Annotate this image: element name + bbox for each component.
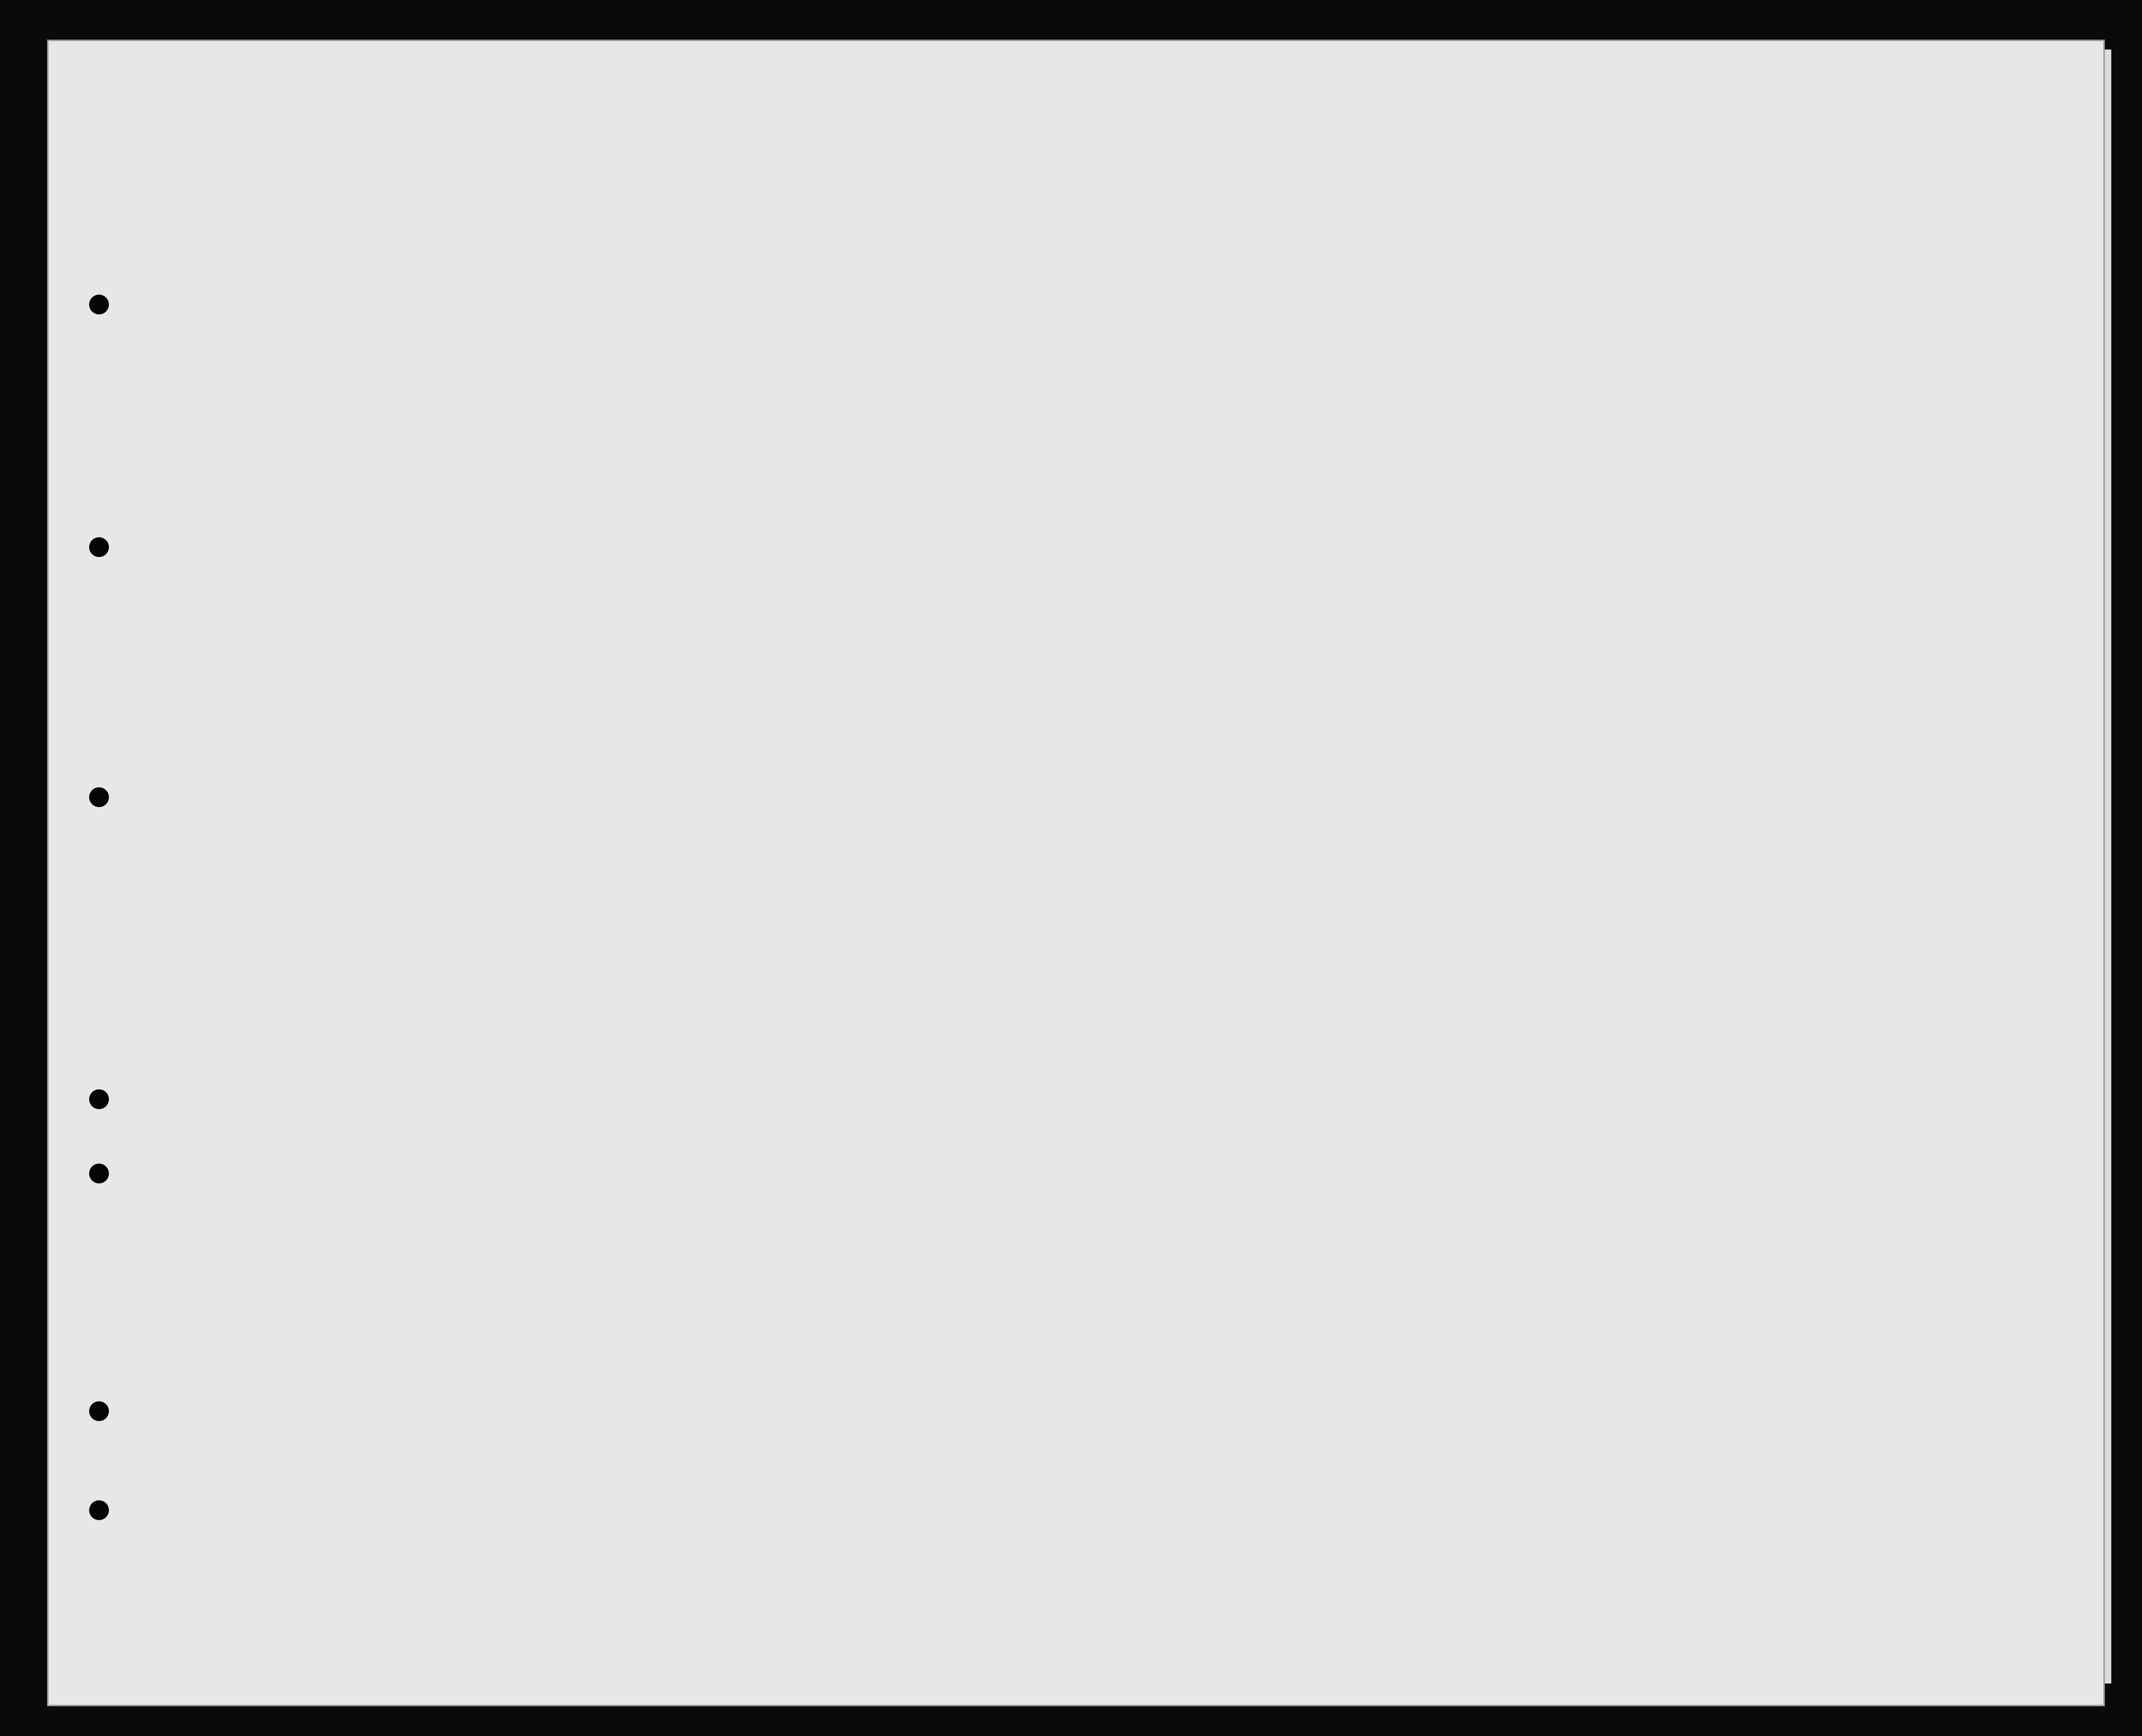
punch-hole [89,1089,109,1109]
punch-hole [89,1500,109,1520]
punch-hole [89,537,109,557]
punch-hole [89,1164,109,1183]
manifest-sheet [47,40,2105,1706]
punch-hole [89,787,109,807]
punch-hole [89,1401,109,1421]
punch-hole [89,295,109,314]
